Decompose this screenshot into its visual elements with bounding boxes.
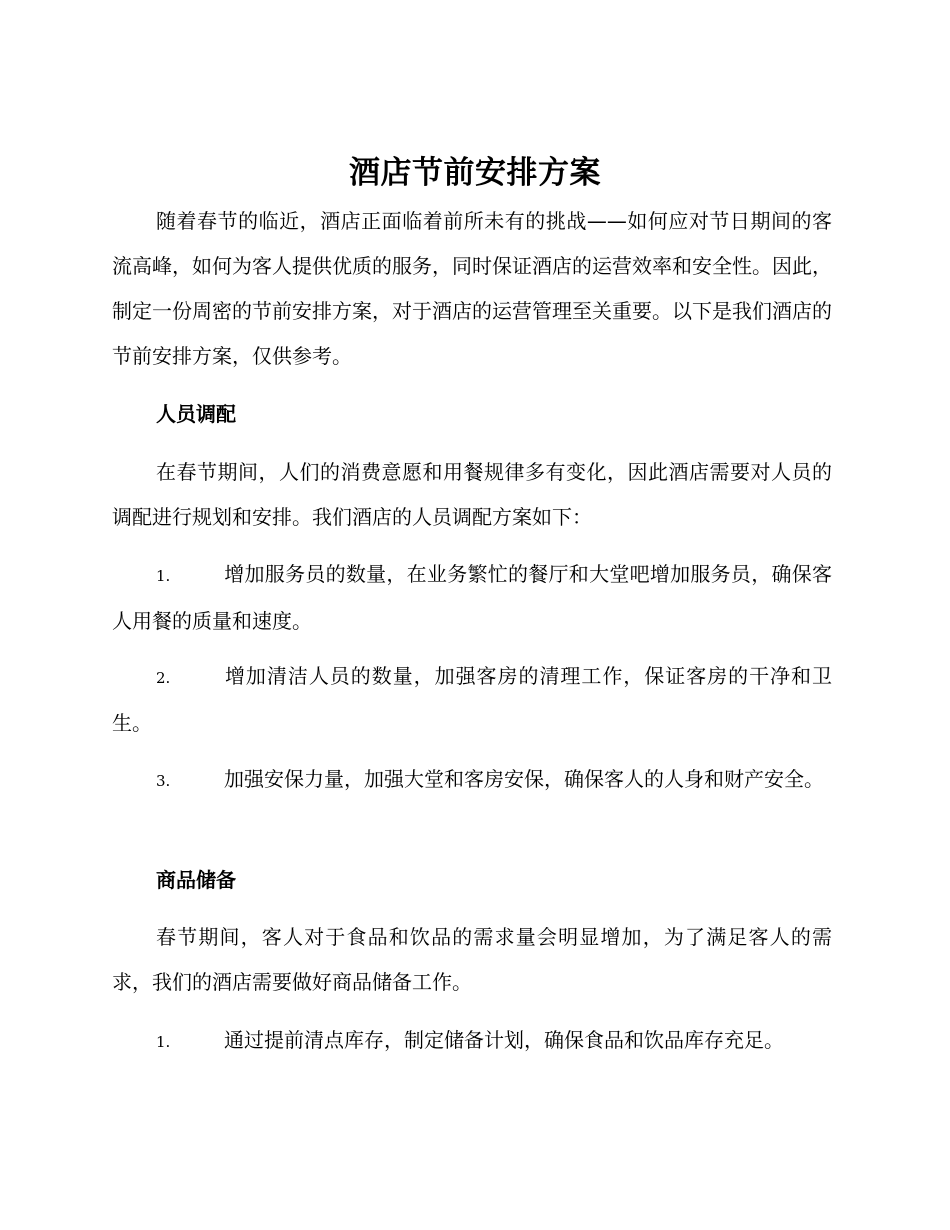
list-number: 2.	[156, 669, 171, 687]
list-item-text: 增加服务员的数量，在业务繁忙的餐厅和大堂吧增加服务员，确保客人用餐的质量和速度。	[112, 562, 832, 633]
list-number: 1.	[156, 567, 171, 585]
list-item-text: 通过提前清点库存，制定储备计划，确保食品和饮品库存充足。	[224, 1028, 784, 1052]
document-title: 酒店节前安排方案	[349, 155, 601, 191]
section-heading-inventory: 商品储备	[156, 868, 236, 892]
intro-paragraph: 随着春节的临近，酒店正面临着前所未有的挑战——如何应对节日期间的客流高峰，如何为客人提供优质的服务，同时保证酒店的运营效率和安全性。因此，制定一份周密的节前安排方案，对于酒店的运营管理至关重要。以下是我们酒店的节前安排方案，仅供参考。	[112, 209, 832, 368]
list-item-text: 加强安保力量，加强大堂和客房安保，确保客人的人身和财产安全。	[224, 767, 824, 791]
section-paragraph-staffing: 在春节期间，人们的消费意愿和用餐规律多有变化，因此酒店需要对人员的调配进行规划和安排。我们酒店的人员调配方案如下：	[112, 460, 832, 529]
list-item	[112, 1018, 832, 1065]
list-number: 3.	[156, 772, 171, 790]
section-heading-staffing: 人员调配	[156, 402, 236, 426]
list-item	[112, 757, 832, 804]
list-item	[112, 654, 832, 746]
section-paragraph-inventory: 春节期间，客人对于食品和饮品的需求量会明显增加，为了满足客人的需求，我们的酒店需要做好商品储备工作。	[112, 925, 832, 994]
list-item	[112, 552, 832, 644]
list-item-text: 增加清洁人员的数量，加强客房的清理工作，保证客房的干净和卫生。	[112, 664, 832, 735]
list-number: 1.	[156, 1033, 171, 1051]
